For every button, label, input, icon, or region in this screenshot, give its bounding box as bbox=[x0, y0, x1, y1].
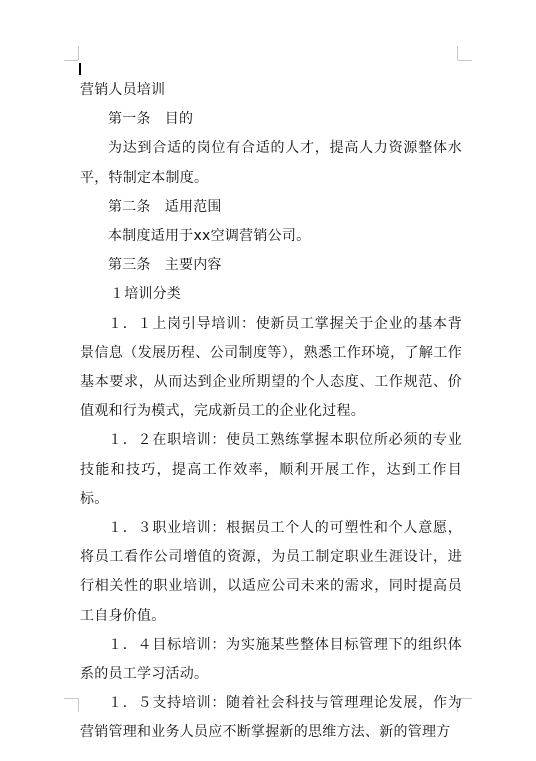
crop-mark-top-right-vertical bbox=[457, 46, 458, 60]
text-cursor bbox=[79, 63, 81, 75]
document-title: 营销人员培训 bbox=[80, 82, 166, 98]
article-2-heading: 第二条 适用范围 bbox=[108, 198, 222, 215]
article-1-heading: 第一条 目的 bbox=[108, 111, 194, 128]
item-1-4: １．４目标培训：为实施某些整体目标管理下的组织体系的员工学习活动。 bbox=[80, 636, 462, 683]
article-1-text: 为达到合适的岗位有合适的人才，提高人力资源整体水平，特制定本制度。 bbox=[80, 140, 462, 186]
crop-mark-top-left-horizontal bbox=[64, 60, 78, 61]
article-3-heading: 第三条 主要内容 bbox=[108, 257, 222, 274]
section-1-heading: １培训分类 bbox=[110, 286, 181, 303]
document-body[interactable] bbox=[80, 76, 462, 748]
item-1-1: １．１上岗引导培训：使新员工掌握关于企业的基本背景信息（发展历程、公司制度等），熟悉工作环境，了解工作基本要求，从而达到企业所期望的个人态度、工作规范、价值观和行为模式，完成新员工的企业化过程。 bbox=[80, 315, 462, 420]
article-2-text: 本制度适用于xx空调营销公司。 bbox=[108, 228, 311, 245]
crop-mark-bottom-left-horizontal bbox=[64, 698, 78, 699]
item-1-5: １．５支持培训：随着社会科技与管理理论发展，作为营销管理和业务人员应不断掌握新的思维方法、新的管理方 bbox=[80, 695, 462, 741]
item-1-2: １．２在职培训：使员工熟练掌握本职位所必须的专业技能和技巧，提高工作效率，顺利开展工作，达到工作目标。 bbox=[80, 432, 462, 507]
item-1-3: １．３职业培训：根据员工个人的可塑性和个人意愿，将员工看作公司增值的资源，为员工制定职业生涯设计，进行相关性的职业培训，以适应公司未来的需求，同时提高员工自身价值。 bbox=[80, 520, 462, 624]
crop-mark-top-right-horizontal bbox=[458, 60, 472, 61]
crop-mark-bottom-left-vertical bbox=[78, 698, 79, 712]
crop-mark-top-left-vertical bbox=[78, 46, 79, 60]
